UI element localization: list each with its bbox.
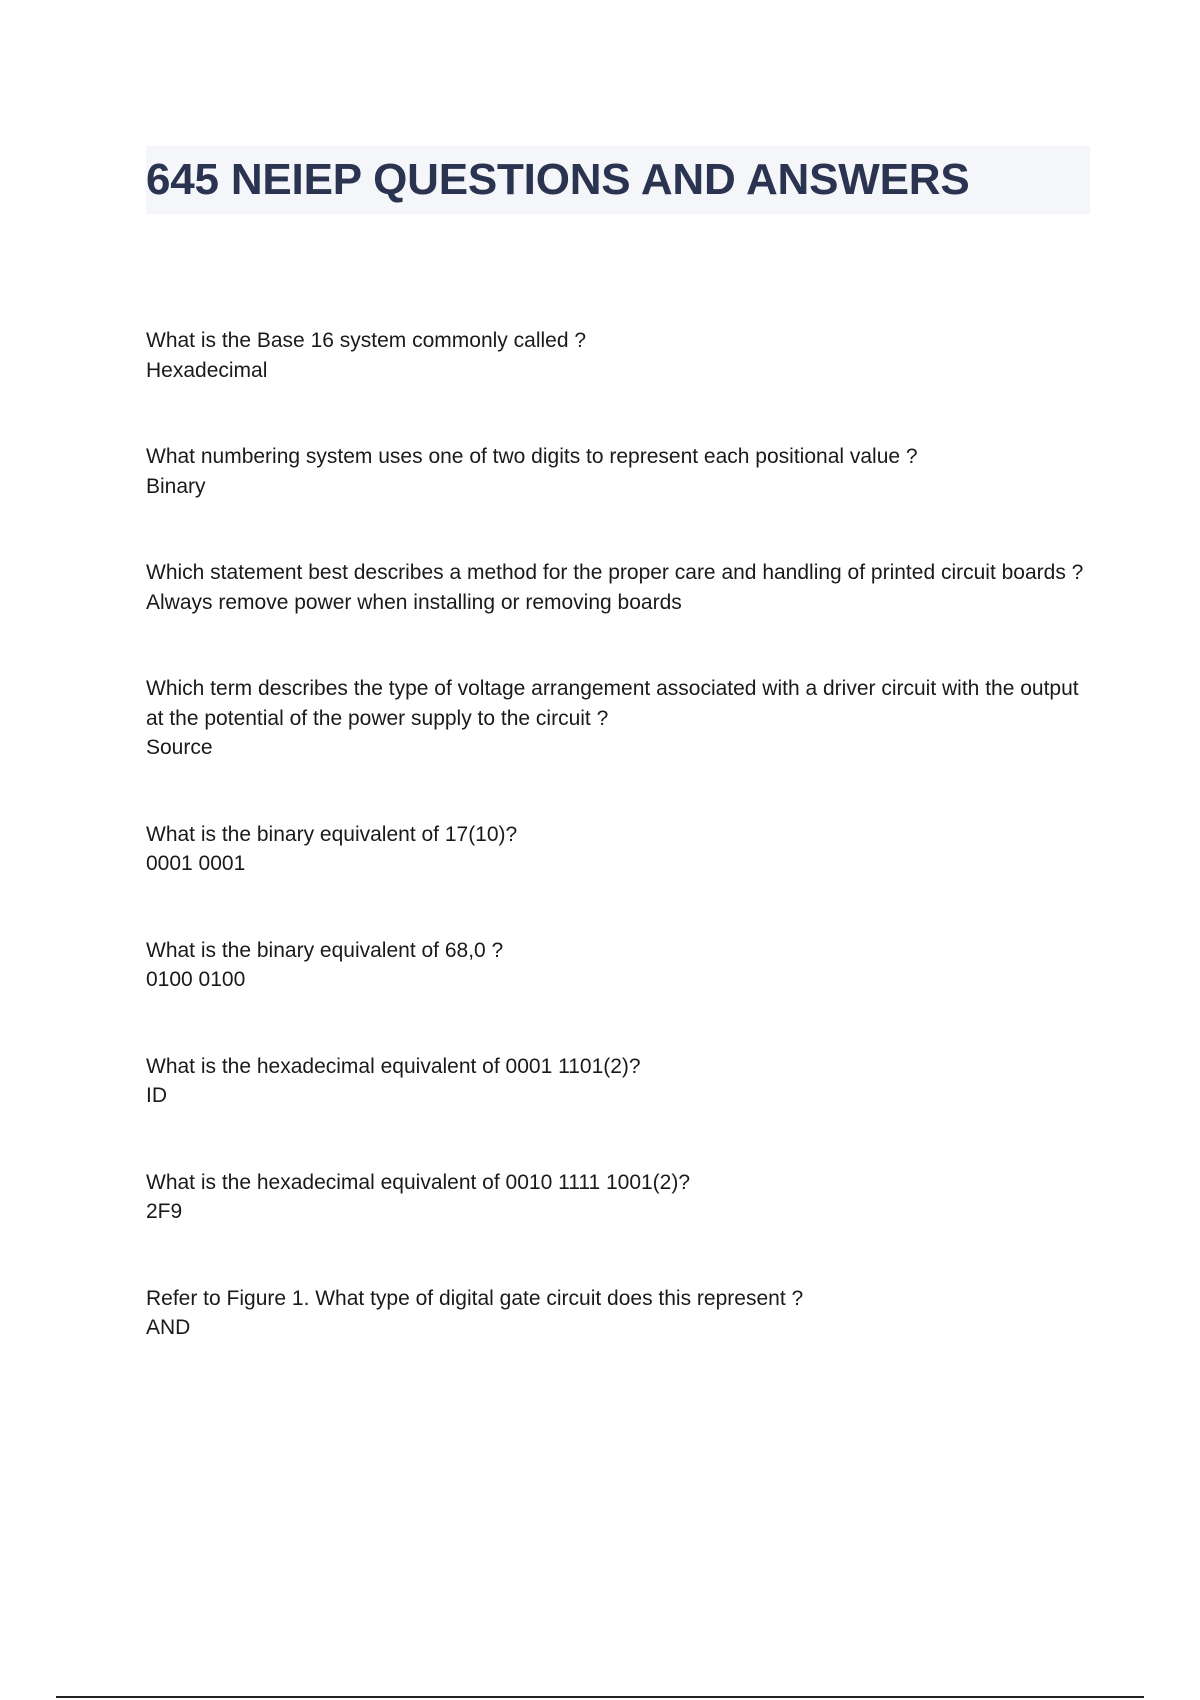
answer-text: ID: [146, 1084, 167, 1107]
answer-text: 0001 0001: [146, 852, 246, 875]
question-text: What numbering system uses one of two digits to represent each positional value ?: [146, 445, 918, 468]
qa-item: [146, 326, 1086, 385]
question-text: Which statement best describes a method for the proper care and handling of printed circuit boards ?: [146, 561, 1084, 584]
question-text: Which term describes the type of voltage arrangement associated with a driver circuit with the output at the potential of the power supply to the circuit ?: [146, 677, 1079, 730]
qa-item: [146, 442, 1086, 501]
question-text: What is the hexadecimal equivalent of 0010 1111 1001(2)?: [146, 1170, 691, 1194]
document-title: 645 NEIEP QUESTIONS AND ANSWERS: [146, 155, 970, 204]
qa-item: [146, 558, 1086, 617]
answer-text: AND: [146, 1316, 191, 1339]
qa-list: [146, 326, 1086, 1343]
answer-text: Source: [146, 736, 213, 759]
footer-divider: [56, 1696, 1144, 1698]
question-text: Refer to Figure 1. What type of digital gate circuit does this represent ?: [146, 1286, 804, 1310]
question-text: What is the binary equivalent of 17(10)?: [146, 822, 518, 846]
answer-text: Binary: [146, 474, 206, 498]
answer-text: 2F9: [146, 1200, 183, 1223]
qa-item: [146, 1168, 1086, 1227]
answer-text: Hexadecimal: [146, 358, 268, 382]
answer-text: 0100 0100: [146, 968, 246, 991]
qa-item: [146, 674, 1086, 763]
question-text: What is the Base 16 system commonly called ?: [146, 329, 587, 352]
qa-item: [146, 936, 1086, 995]
answer-text: Always remove power when installing or removing boards: [146, 590, 682, 614]
question-text: What is the binary equivalent of 68,0 ?: [146, 938, 504, 962]
question-text: What is the hexadecimal equivalent of 0001 1101(2)?: [146, 1054, 641, 1078]
qa-item: [146, 1284, 1086, 1343]
qa-item: [146, 820, 1086, 879]
qa-item: [146, 1052, 1086, 1111]
